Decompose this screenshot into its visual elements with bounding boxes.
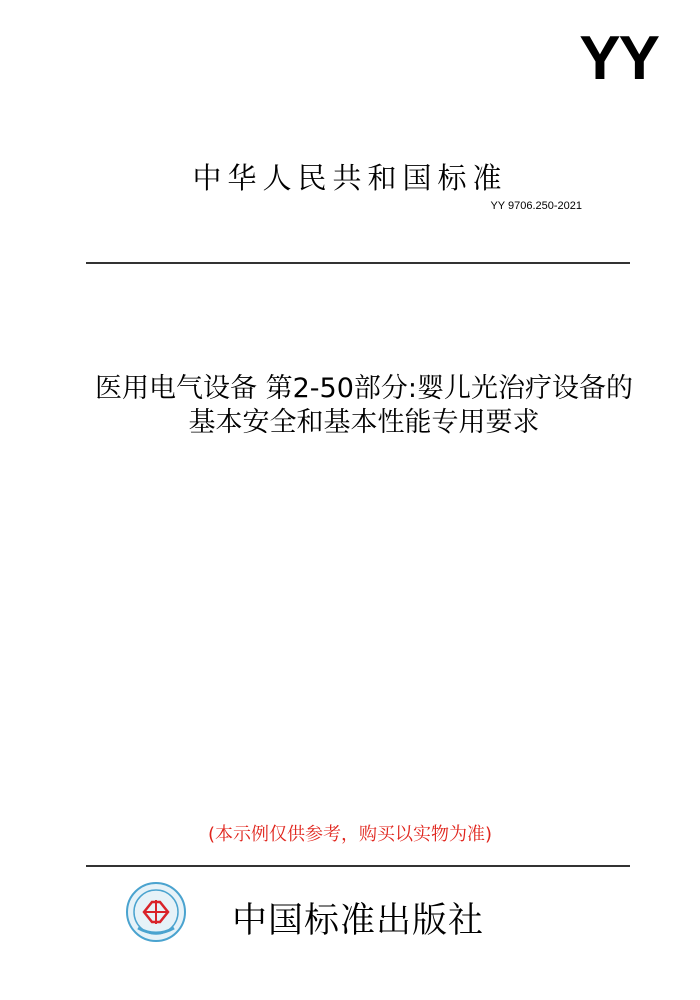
document-title-line-1: 医用电气设备 第2-50部分:婴儿光治疗设备的 [95,373,633,404]
sample-notice: (本示例仅供参考，购买以实物为准) [207,824,493,845]
standard-code: YY [579,24,658,93]
publisher-name: 中国标准出版社 [232,901,485,941]
bottom-divider [86,865,630,867]
document-title-line-2: 基本安全和基本性能专用要求 [188,407,540,438]
publisher-seal-icon [126,882,186,942]
top-divider [86,262,630,264]
national-standard-title: 中华人民共和国标准 [192,161,508,195]
document-title [0,372,700,440]
standard-number: YY 9706.250-2021 [490,200,582,212]
